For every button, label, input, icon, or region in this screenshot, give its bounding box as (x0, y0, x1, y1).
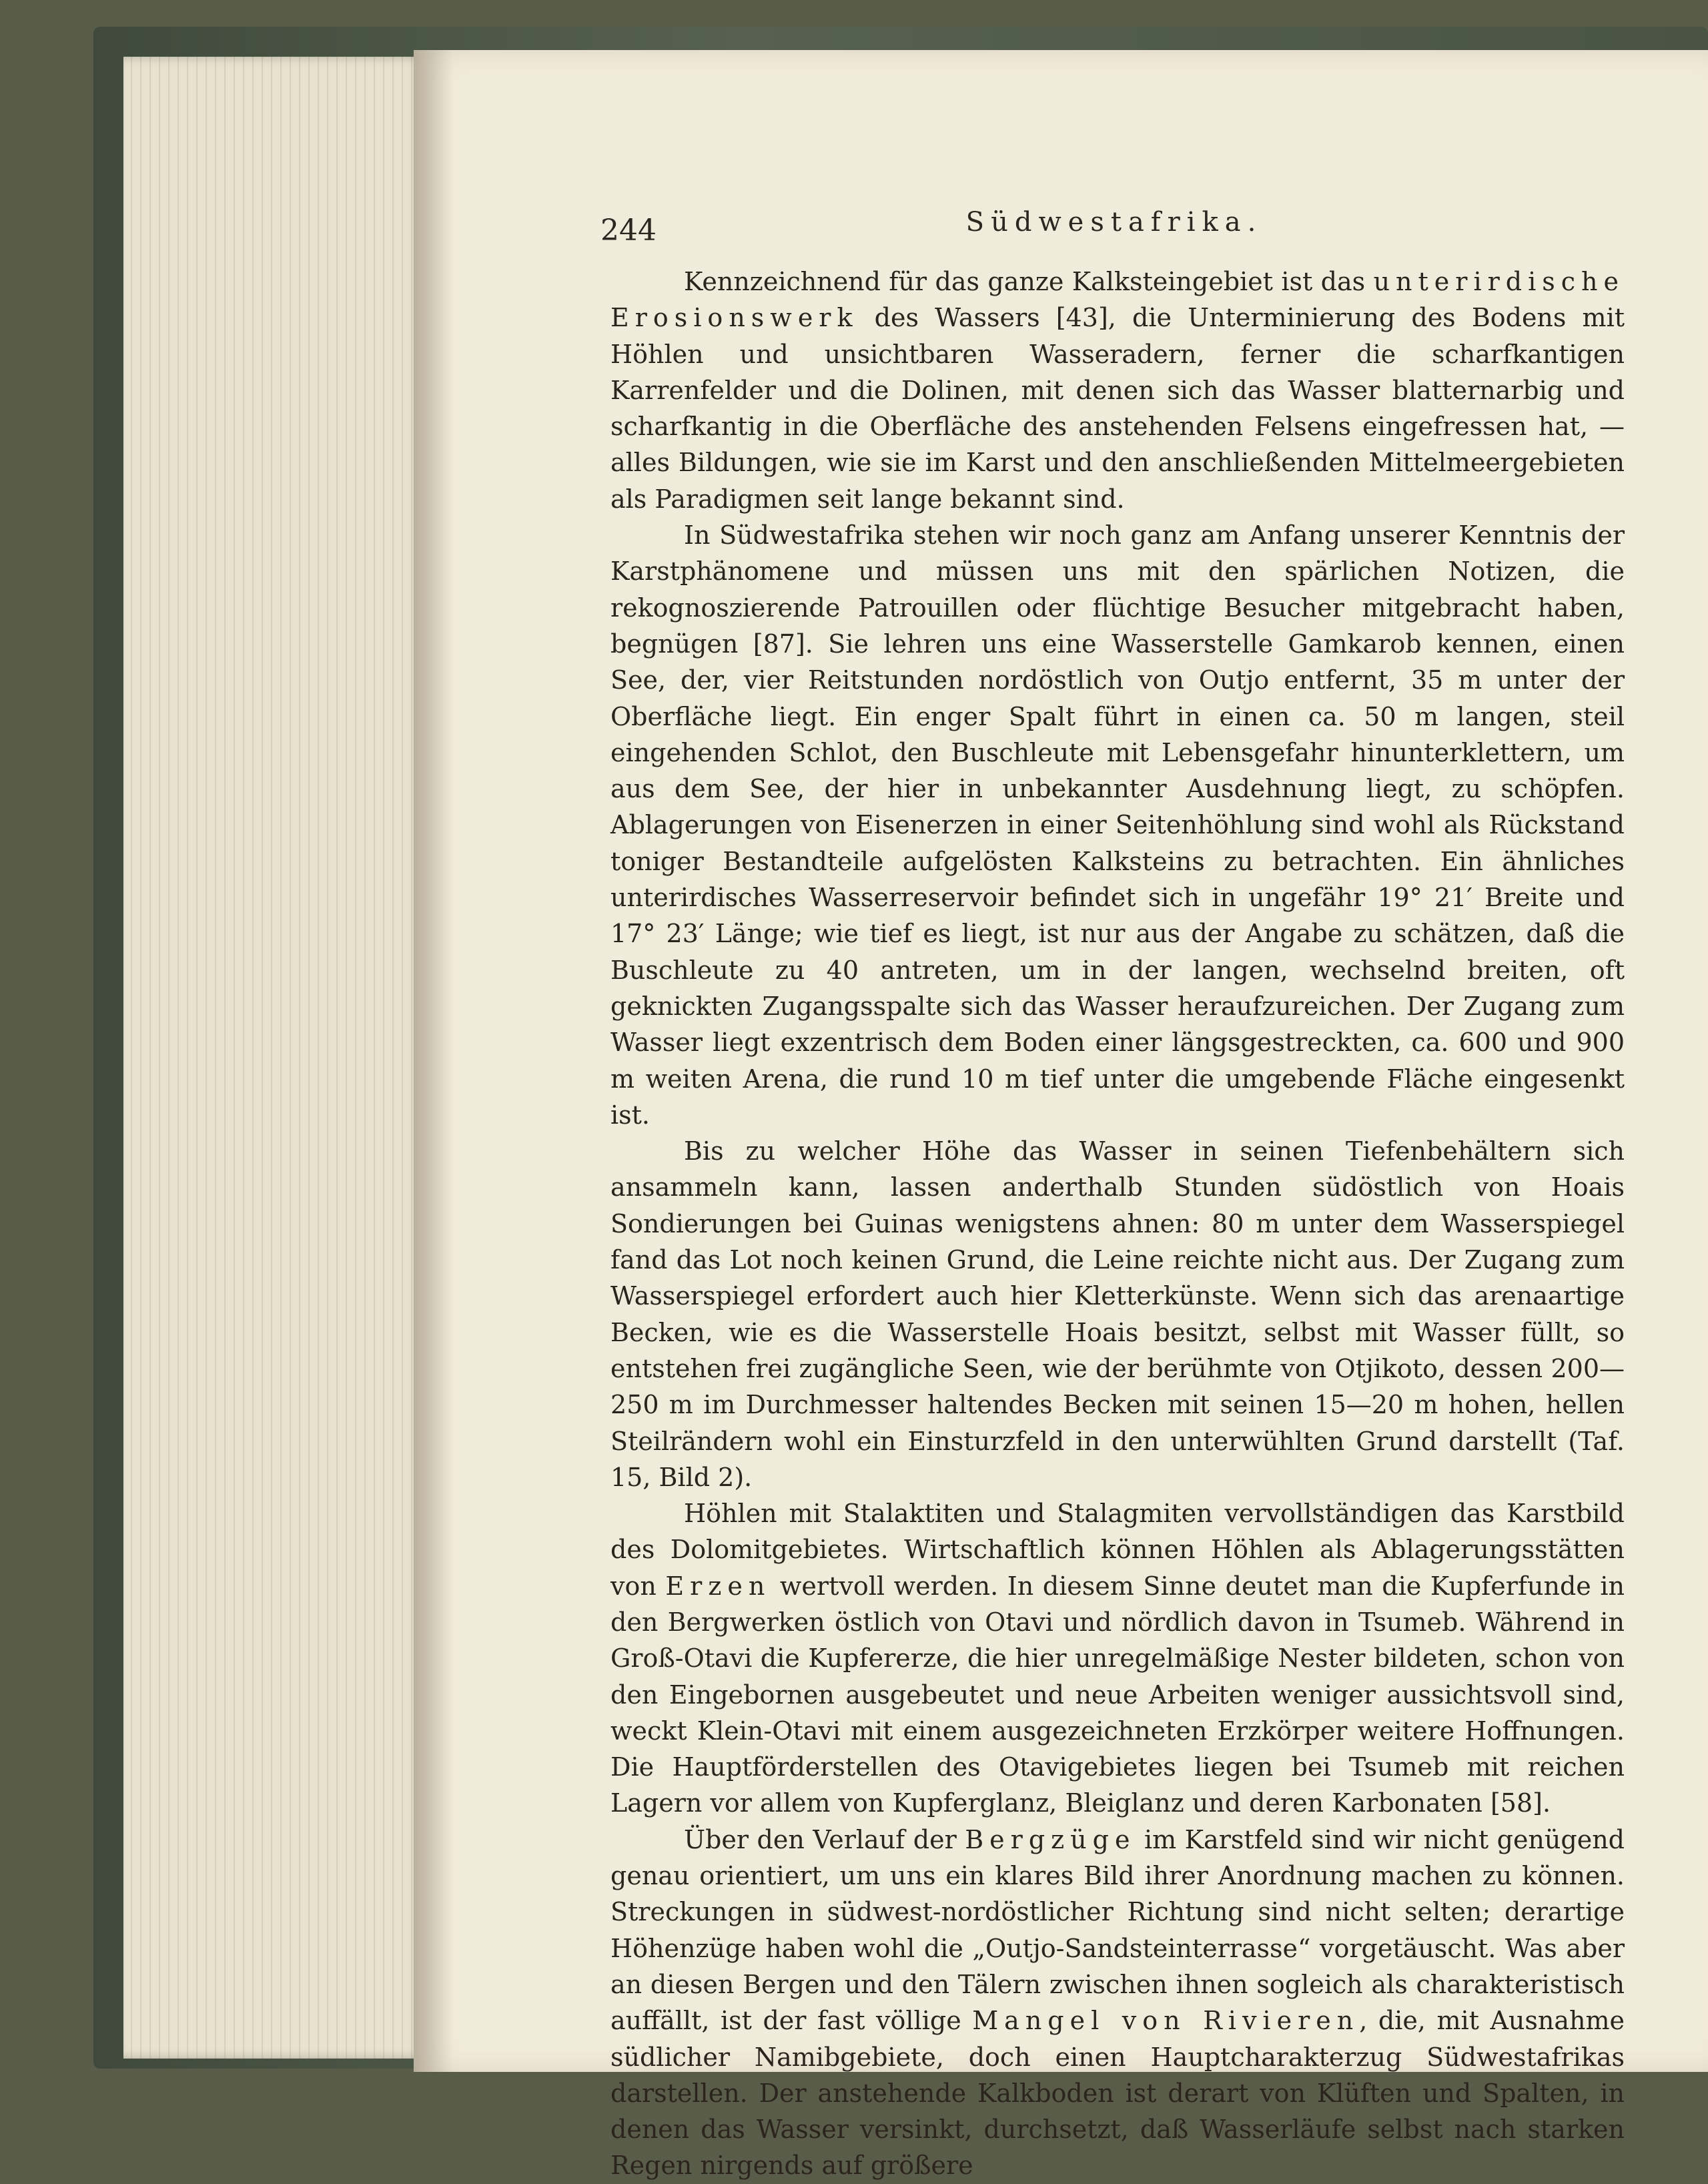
page-number: 244 (600, 214, 657, 248)
paragraph (610, 1495, 1625, 1822)
spaced-term: Erzen (665, 1571, 771, 1601)
text-segment: Höhlen mit Stalaktiten und Stalagmiten vervollständigen das Karstbild des Dolomitgebietes. Wirtschaftlich können Höhlen als Ablagerungsstätten von (610, 1499, 1625, 1601)
text-segment: des Wassers [43], die Unterminierung des Bodens mit Höhlen und unsichtbaren Wasseradern, ferner die scharfkantigen Karrenfelder und die Dolinen, mit denen sich das Wasser blatternarbig und scharfkantig in die Oberfläche des anstehenden Felsens eingefressen hat, — alles Bildungen, wie sie im Karst und den anschließenden Mittelmeergebieten als Paradigmen seit lange bekannt sind. (610, 303, 1625, 514)
paragraph (610, 1822, 1625, 2184)
text-segment: im Karstfeld sind wir nicht genügend genau orientiert, um uns ein klares Bild ihrer Anordnung machen zu können. Streckungen in südwest-nordöstlicher Richtung sind nicht selten; derartige Höhenzüge haben wohl die „Outjo-Sandsteinterrasse“ vorgetäuscht. Was aber an diesen Bergen und den Tälern zwischen ihnen sogleich als charakteristisch auffällt, ist der fast völlige (610, 1824, 1625, 2036)
running-title: Südwestafrika. (965, 207, 1263, 238)
body-text (610, 264, 1625, 2184)
page-edges (123, 57, 424, 2059)
page-header (600, 200, 1628, 260)
paragraph (610, 264, 1625, 517)
text-segment: In Südwestafrika stehen wir noch ganz am Anfang unserer Kenntnis der Karstphänomene und müssen uns mit den spärlichen Notizen, die rekognoszierende Patrouillen oder flüchtige Besucher mitgebracht haben, begnügen [87]. Sie lehren uns eine Wasserstelle Gamkarob kennen, einen See, der, vier Reitstunden nordöstlich von Outjo entfernt, 35 m unter der Oberfläche liegt. Ein enger Spalt führt in einen ca. 50 m langen, steil eingehenden Schlot, den Buschleute mit Lebensgefahr hinunterklettern, um aus dem See, der hier in unbekannter Ausdehnung liegt, zu schöpfen. Ablagerungen von Eisenerzen in einer Seitenhöhlung sind wohl als Rückstand toniger Bestandteile aufgelösten Kalksteins zu betrachten. Ein ähnliches unterirdisches Wasserreservoir befindet sich in ungefähr 19° 21′ Breite und 17° 23′ Länge; wie tief es liegt, ist nur aus der Angabe zu schätzen, daß die Buschleute zu 40 antreten, um in der langen, wechselnd breiten, oft geknickten Zugangsspalte sich das Wasser heraufzureichen. Der Zugang zum Wasser liegt exzentrisch dem Boden einer längsgestreckten, ca. 600 und 900 m weiten Arena, die rund 10 m tief unter die umgebende Fläche eingesenkt ist. (610, 520, 1625, 1130)
gutter-shadow (414, 50, 454, 2072)
spaced-term: Bergzüge (965, 1824, 1136, 1854)
text-segment: Über den Verlauf der (684, 1824, 965, 1854)
text-segment: wertvoll werden. In diesem Sinne deutet man die Kupferfunde in den Bergwerken östlich von Otavi und nördlich davon in Tsumeb. Während in Groß-Otavi die Kupfererze, die hier unregelmäßige Nester bildeten, schon von den Eingebornen ausgebeutet und neue Arbeiten weniger aussichtsvoll sind, weckt Klein-Otavi mit einem ausgezeichneten Erzkörper weitere Hoffnungen. Die Hauptförderstellen des Otavigebietes liegen bei Tsumeb mit reichen Lagern vor allem von Kupferglanz, Bleiglanz und deren Karbonaten [58]. (610, 1571, 1625, 1818)
text-segment: , die, mit Ausnahme südlicher Namibgebiete, doch einen Hauptcharakterzug Südwestafrikas darstellen. Der anstehende Kalkboden ist derart von Klüften und Spalten, in denen das Wasser versinkt, durchsetzt, daß Wasserläufe selbst nach starken Regen nirgends auf größere (610, 2006, 1625, 2181)
text-segment: Kennzeichnend für das ganze Kalksteingebiet ist das (684, 267, 1374, 296)
spaced-term: Mangel von Rivieren (972, 2006, 1360, 2036)
text-segment: Bis zu welcher Höhe das Wasser in seinen Tiefenbehältern sich ansammeln kann, lassen anderthalb Stunden südöstlich von Hoais Sondierungen bei Guinas wenigstens ahnen: 80 m unter dem Wasserspiegel fand das Lot noch keinen Grund, die Leine reichte nicht aus. Der Zugang zum Wasserspiegel erfordert auch hier Kletterkünste. Wenn sich das arenaartige Becken, wie es die Wasserstelle Hoais besitzt, selbst mit Wasser füllt, so entstehen frei zugängliche Seen, wie der berühmte von Otjikoto, dessen 200—250 m im Durchmesser haltendes Becken mit seinen 15—20 m hohen, hellen Steilrändern wohl ein Einsturzfeld in den unterwühlten Grund darstellt (Taf. 15, Bild 2). (610, 1136, 1625, 1492)
paragraph (610, 517, 1625, 1133)
spaced-term: unterirdische Erosionswerk (610, 267, 1625, 333)
paragraph (610, 1133, 1625, 1495)
